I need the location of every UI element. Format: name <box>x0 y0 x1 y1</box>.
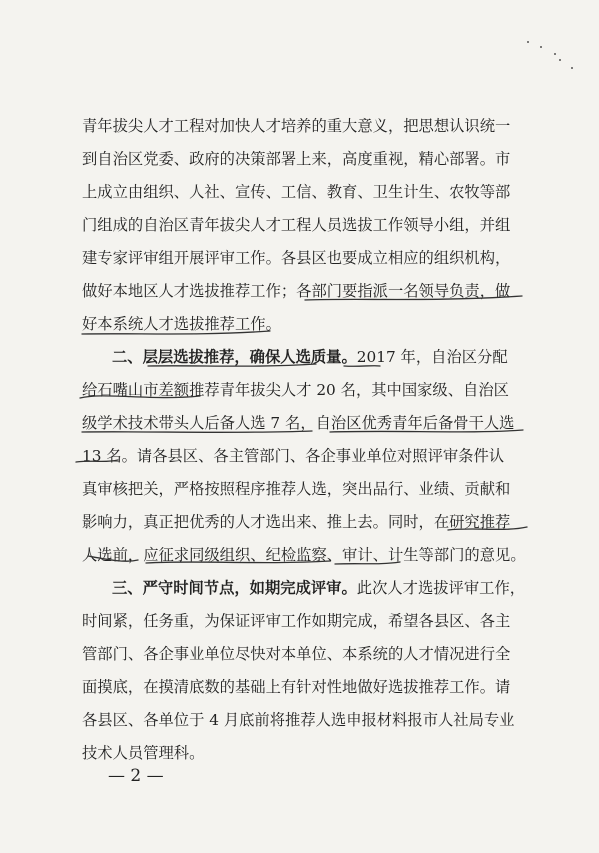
paragraph-line: 13 名。请各县区、各主管部门、各企事业单位对照评审条件认 <box>82 447 505 465</box>
paragraph-line: 到自治区党委、政府的决策部署上来，高度重视，精心部署。市 <box>82 150 511 168</box>
paragraph-line: 门组成的自治区青年拔尖人才工程人员选拔工作领导小组，并组 <box>82 216 511 234</box>
paragraph-line: 做好本地区人才选拔推荐工作；各部门要指派一名领导负责，做 <box>82 282 511 300</box>
section-2-heading: 二、层层选拔推荐，确保人选质量。 <box>112 348 357 366</box>
paragraph-line: 各县区、各单位于 4 月底前将推荐人选申报材料报市人社局专业 <box>82 711 515 729</box>
section-3-heading: 三、严守时间节点，如期完成评审。 <box>112 579 357 597</box>
paragraph-line: 青年拔尖人才工程对加快人才培养的重大意义，把思想认识统一 <box>82 117 511 135</box>
paragraph-line: 级学术技术带头人后备人选 7 名，自治区优秀青年后备骨干人选 <box>82 414 515 432</box>
page-number: — 2 — <box>108 766 164 786</box>
paragraph-line: 真审核把关，严格按照程序推荐人选，突出品行、业绩、贡献和 <box>82 480 511 498</box>
paragraph-line: 技术人员管理科。 <box>82 744 205 762</box>
paragraph-line: 管部门、各企事业单位尽快对本单位、本系统的人才情况进行全 <box>82 645 511 663</box>
section-2-first-line <box>112 347 599 367</box>
section-3-first-line <box>112 578 599 598</box>
section-2-lead: 2017 年，自治区分配 <box>356 348 508 366</box>
paragraph-line: 时间紧，任务重，为保证评审工作如期完成，希望各县区、各主 <box>82 612 511 630</box>
paragraph-line: 面摸底，在摸清底数的基础上有针对性地做好选拔推荐工作。请 <box>82 678 511 696</box>
paragraph-line: 上成立由组织、人社、宣传、工信、教育、卫生计生、农牧等部 <box>82 183 511 201</box>
paragraph-line: 好本系统人才选拔推荐工作。 <box>82 315 281 333</box>
paragraph-line: 给石嘴山市差额推荐青年拔尖人才 20 名，其中国家级、自治区 <box>82 381 509 399</box>
section-3-lead: 此次人才选拔评审工作， <box>356 579 526 597</box>
paragraph-line: 建专家评审组开展评审工作。各县区也要成立相应的组织机构， <box>82 249 511 267</box>
paragraph-line: 影响力，真正把优秀的人才选出来、推上去。同时，在研究推荐 <box>82 513 511 531</box>
paragraph-line: 人选前，应征求同级组织、纪检监察、审计、计生等部门的意见。 <box>82 546 526 564</box>
